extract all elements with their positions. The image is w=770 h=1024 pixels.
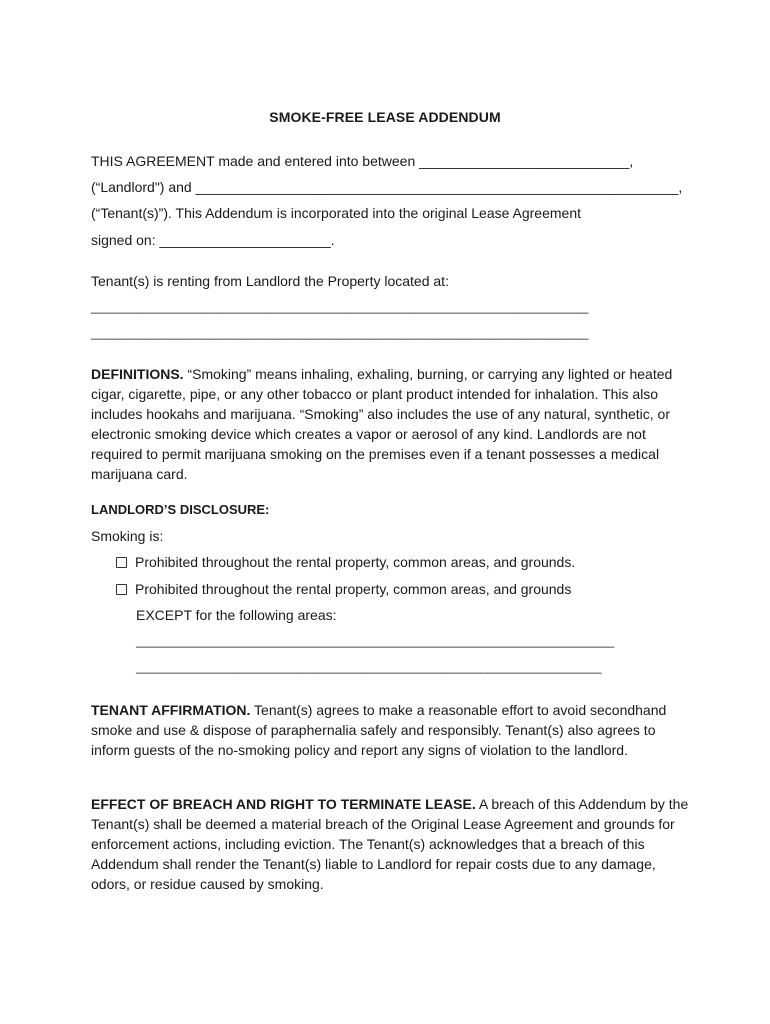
document-title: SMOKE-FREE LEASE ADDENDUM — [269, 109, 501, 125]
property-label: Tenant(s) is renting from Landlord the Property located at: — [91, 273, 449, 289]
option-prohibited-except[interactable] — [116, 581, 571, 597]
intro-line-2: (“Landlord") and ______________________________________________________________, — [91, 179, 683, 195]
option-2-label: Prohibited throughout the rental property, common areas, and grounds — [135, 581, 572, 597]
checkbox-icon[interactable] — [116, 557, 127, 568]
intro-line-3: (“Tenant(s)”). This Addendum is incorporated into the original Lease Agreement — [91, 205, 582, 221]
except-blank-2: _________________________________________________________________________ — [136, 660, 602, 674]
disclosure-heading: LANDLORD’S DISCLOSURE: — [91, 502, 270, 517]
except-label: EXCEPT for the following areas: — [136, 607, 337, 623]
property-blank-2: ______________________________________________________________________________ — [91, 326, 589, 340]
intro-line-4: signed on: ______________________. — [91, 232, 335, 248]
except-blank-1: ___________________________________________________________________________ — [136, 634, 615, 648]
definitions-section — [91, 364, 691, 484]
option-1-label: Prohibited throughout the rental property, common areas, and grounds. — [135, 554, 576, 570]
property-blank-1: ______________________________________________________________________________ — [91, 300, 589, 314]
affirmation-text: Tenant(s) agrees to make a reasonable effort to avoid secondhand smoke and use & dispose of paraphernalia safely and responsibly. Tenant(s) also agrees to inform guests of the no-smoking policy and report any signs of violation to the landlord. — [91, 702, 667, 758]
breach-heading: EFFECT OF BREACH AND RIGHT TO TERMINATE LEASE. — [91, 796, 476, 812]
affirmation-section — [91, 700, 691, 760]
checkbox-icon[interactable] — [116, 584, 127, 595]
breach-section — [91, 794, 691, 894]
affirmation-heading: TENANT AFFIRMATION. — [91, 702, 251, 718]
option-prohibited-all[interactable] — [116, 554, 575, 570]
breach-text: A breach of this Addendum by the Tenant(s) shall be deemed a material breach of the Original Lease Agreement and grounds for enforcement actions, including eviction. The Tenant(s) acknowledges that a breach of this Addendum shall render the Tenant(s) liable to Landlord for repair costs due to any damage, odors, or residue caused by smoking. — [91, 796, 689, 892]
definitions-heading: DEFINITIONS. — [91, 366, 184, 382]
smoking-is-label: Smoking is: — [91, 528, 164, 544]
definitions-text: “Smoking” means inhaling, exhaling, burning, or carrying any lighted or heated cigar, cigarette, pipe, or any other tobacco or plant product intended for inhalation. This also includes hookahs and marijuana. “Smoking” also includes the use of any natural, synthetic, or electronic smoking device which creates a vapor or aerosol of any kind. Landlords are not required to permit marijuana smoking on the premises even if a tenant possesses a medical marijuana card. — [91, 366, 673, 482]
intro-line-1: THIS AGREEMENT made and entered into between ___________________________, — [91, 153, 634, 169]
